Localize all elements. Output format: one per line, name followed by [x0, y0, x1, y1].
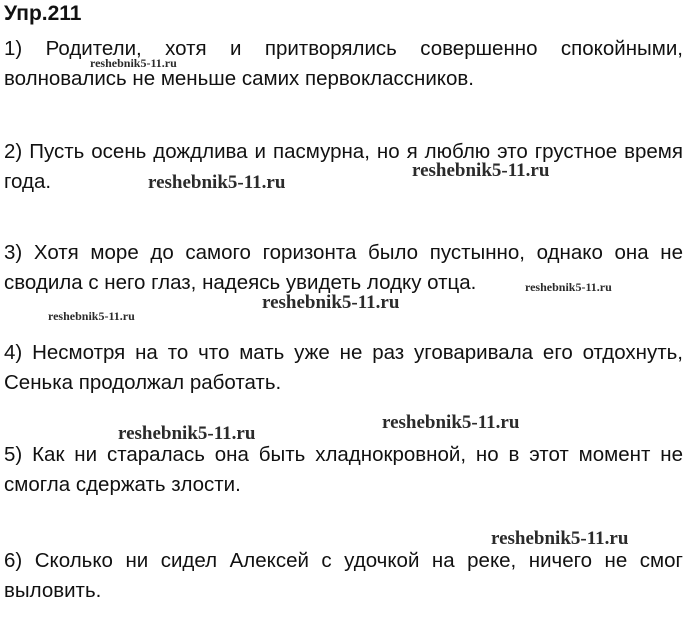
- watermark: reshebnik5-11.ru: [148, 172, 286, 193]
- watermark: reshebnik5-11.ru: [262, 292, 400, 313]
- watermark: reshebnik5-11.ru: [48, 309, 135, 323]
- sentence-3: 3) Хотя море до самого горизонта было пустынно, однако она не сводила с него глаз, надеясь увидеть лодку отца.: [4, 241, 683, 294]
- watermark: reshebnik5-11.ru: [382, 412, 520, 433]
- sentence-2: 2) Пусть осень дождлива и пасмурна, но я люблю это грустное время года.: [4, 140, 683, 193]
- watermark: reshebnik5-11.ru: [491, 528, 629, 549]
- exercise-title: Упр.211: [4, 2, 82, 25]
- watermark: reshebnik5-11.ru: [118, 423, 256, 444]
- sentence-5: 5) Как ни старалась она быть хладнокровной, но в этот момент не смогла сдержать злости.: [4, 443, 683, 496]
- watermark: reshebnik5-11.ru: [412, 160, 550, 181]
- sentence-1: 1) Родители, хотя и притворялись совершенно спокойными, волновались не меньше самих первоклассников.: [4, 37, 683, 90]
- watermark: reshebnik5-11.ru: [525, 280, 612, 294]
- watermark: reshebnik5-11.ru: [90, 56, 177, 70]
- sentence-4: 4) Несмотря на то что мать уже не раз уговаривала его отдохнуть, Сенька продолжал работать.: [4, 341, 683, 394]
- sentence-6: 6) Сколько ни сидел Алексей с удочкой на реке, ничего не смог выловить.: [4, 549, 683, 602]
